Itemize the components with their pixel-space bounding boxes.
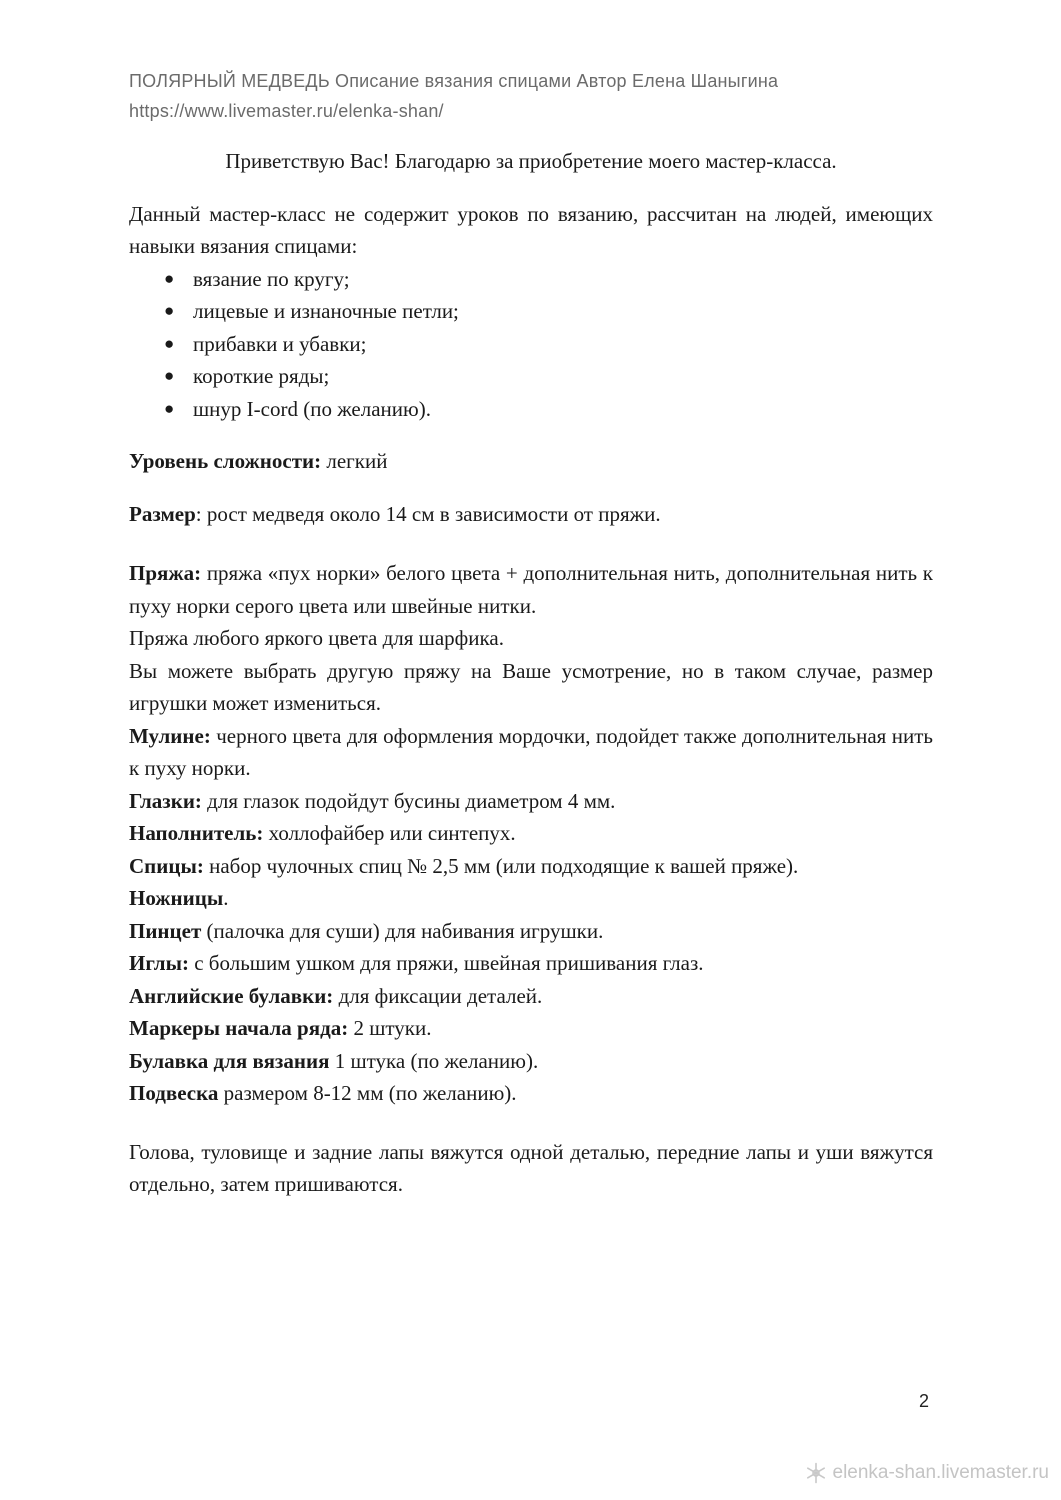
- list-item: ● прибавки и убавки;: [129, 328, 933, 361]
- material-tweezers: Пинцет (палочка для суши) для набивания игрушки.: [129, 918, 604, 943]
- watermark-text: elenka-shan.livemaster.ru: [832, 1462, 1049, 1483]
- header-url: https://www.livemaster.ru/elenka-shan/: [129, 101, 444, 121]
- material-row-markers: Маркеры начала ряда: 2 штуки.: [129, 1016, 432, 1040]
- toy-size: Размер: рост медведя около 14 см в зависимости от пряжи.: [129, 501, 661, 526]
- bullet-icon: ●: [164, 398, 175, 418]
- material-sewing-needles: Иглы: с большим ушком для пряжи, швейная пришивания глаз.: [129, 951, 704, 975]
- difficulty-level: Уровень сложности: легкий: [129, 449, 388, 473]
- list-item: ● лицевые и изнаночные петли;: [129, 295, 933, 328]
- material-scissors: Ножницы.: [129, 886, 229, 910]
- material-safety-pins: Английские булавки: для фиксации деталей.: [129, 983, 543, 1008]
- page-content: [129, 145, 933, 1201]
- skills-list: [129, 263, 933, 426]
- header-title: ПОЛЯРНЫЙ МЕДВЕДЬ Описание вязания спицами Автор Елена Шаныгина: [129, 71, 779, 91]
- closing-paragraph: Голова, туловище и задние лапы вяжутся одной деталью, передние лапы и уши вяжутся отдельно, затем пришиваются.: [129, 1139, 933, 1196]
- material-stuffing: Наполнитель: холлофайбер или синтепух.: [129, 821, 516, 845]
- yarn-paragraph: Пряжа: пряжа «пух норки» белого цвета + дополнительная нить, дополнительная нить к пуху норки серого цвета или швейные нитки.: [129, 561, 933, 618]
- yarn-extra-1: Пряжа любого яркого цвета для шарфика.: [129, 626, 504, 650]
- yarn-extra-2: Вы можете выбрать другую пряжу на Ваше усмотрение, но в таком случае, размер игрушки может измениться.: [129, 658, 933, 715]
- watermark: [805, 1462, 1050, 1484]
- page-number: 2: [919, 1391, 930, 1411]
- list-item: ● шнур I-cord (по желанию).: [129, 393, 933, 426]
- list-item: ● вязание по кругу;: [129, 263, 933, 296]
- bullet-icon: ●: [164, 268, 175, 288]
- material-knitting-pin: Булавка для вязания 1 штука (по желанию).: [129, 1048, 539, 1073]
- page-header: [129, 66, 778, 126]
- material-pendant: Подвеска размером 8-12 мм (по желанию).: [129, 1081, 517, 1105]
- material-needles: Спицы: набор чулочных спиц № 2,5 мм (или подходящие к вашей пряже).: [129, 853, 799, 878]
- bullet-icon: ●: [164, 333, 175, 353]
- material-eyes: Глазки: для глазок подойдут бусины диаметром 4 мм.: [129, 788, 616, 813]
- bullet-icon: ●: [164, 301, 175, 320]
- bullet-icon: ●: [164, 366, 175, 385]
- snowflake-icon: [805, 1462, 827, 1484]
- greeting-text: Приветствую Вас! Благодарю за приобретение моего мастер-класса.: [225, 149, 837, 173]
- material-floss: Мулине: черного цвета для оформления мордочки, подойдет также дополнительная нить к пуху норки.: [129, 723, 933, 780]
- intro-paragraph: Данный мастер-класс не содержит уроков по вязанию, рассчитан на людей, имеющих навыки вязания спицами:: [129, 201, 933, 258]
- list-item: ● короткие ряды;: [129, 360, 933, 393]
